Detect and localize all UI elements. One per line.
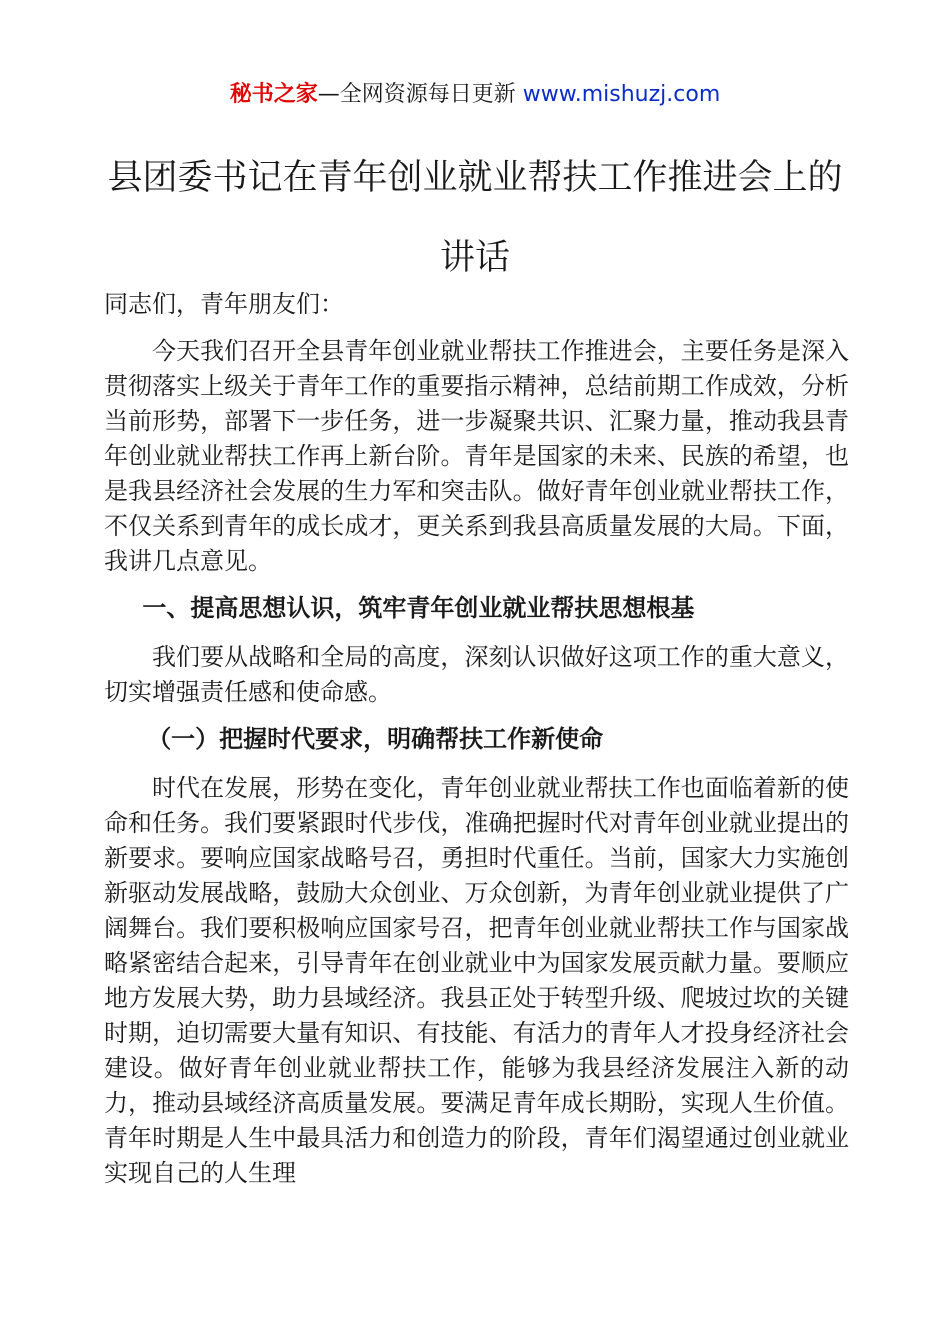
subsection-paragraph-1: 时代在发展，形势在变化，青年创业就业帮扶工作也面临着新的使命和任务。我们要紧跟时代步伐，准确把握时代对青年创业就业提出的新要求。要响应国家战略号召，勇担时代重任。当前，国家大力实施创新驱动发展战略，鼓励大众创业、万众创新，为青年创业就业提供了广阔舞台。我们要积极响应国家号召，把青年创业就业帮扶工作与国家战略紧密结合起来，引导青年在创业就业中为国家发展贡献力量。要顺应地方发展大势，助力县域经济。我县正处于转型升级、爬坡过坎的关键时期，迫切需要大量有知识、有技能、有活力的青年人才投身经济社会建设。做好青年创业就业帮扶工作，能够为我县经济发展注入新的动力，推动县域经济高质量发展。要满足青年成长期盼，实现人生价值。青年时期是人生中最具活力和创造力的阶段，青年们渴望通过创业就业实现自己的人生理 (104, 774, 849, 1187)
document-body (104, 287, 849, 1203)
subsection-heading-1: （一）把握时代要求，明确帮扶工作新使命 (147, 725, 604, 753)
document-title: 县团委书记在青年创业就业帮扶工作推进会上的讲话 (107, 158, 843, 278)
site-header (0, 78, 950, 112)
section-heading-1: 一、提高思想认识，筑牢青年创业就业帮扶思想根基 (142, 594, 695, 622)
intro-paragraph: 今天我们召开全县青年创业就业帮扶工作推进会，主要任务是深入贯彻落实上级关于青年工作的重要指示精神，总结前期工作成效，分析当前形势，部署下一步任务，进一步凝聚共识、汇聚力量，推动我县青年创业就业帮扶工作再上新台阶。青年是国家的未来、民族的希望，也是我县经济社会发展的生力军和突击队。做好青年创业就业帮扶工作，不仅关系到青年的成长成才，更关系到我县高质量发展的大局。下面，我讲几点意见。 (104, 337, 849, 575)
site-url-link[interactable]: www.mishuzj.com (522, 82, 721, 107)
section-paragraph-1: 我们要从战略和全局的高度，深刻认识做好这项工作的重大意义，切实增强责任感和使命感。 (104, 643, 849, 706)
salutation: 同志们，青年朋友们： (104, 290, 344, 318)
site-tagline: —全网资源每日更新 (317, 82, 523, 107)
site-brand: 秘书之家 (229, 82, 318, 107)
